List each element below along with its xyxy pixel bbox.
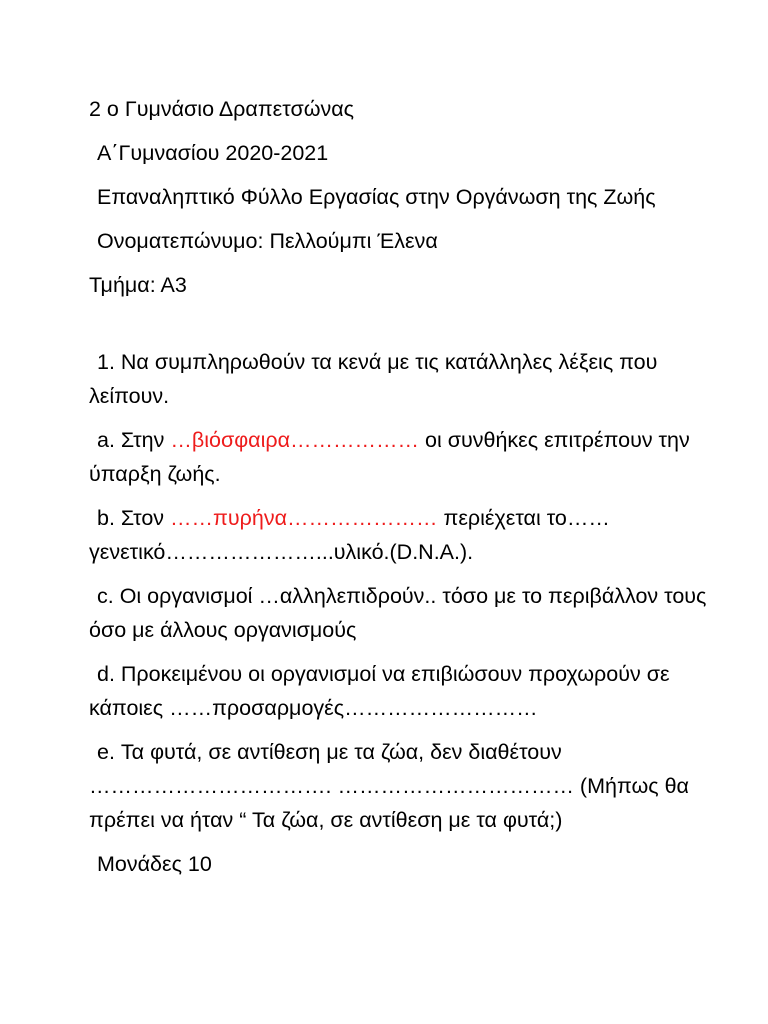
- item-c-text: c. Οι οργανισμοί …αλληλεπιδρούν.. τόσο με το περιβάλλον τους όσο με άλλους οργανισμούς: [89, 584, 707, 642]
- item-a-answer: …βιόσφαιρα………………: [170, 428, 420, 452]
- item-b-prefix: b. Στον: [97, 506, 171, 530]
- exercise-instruction: [89, 345, 708, 413]
- item-e-text: e. Τα φυτά, σε αντίθεση με τα ζώα, δεν διαθέτουν ……………………………. …………………………… (Μήπως θα πρέπει να ήταν “ Τα ζώα, σε αντίθεση με τα φυτά;): [89, 740, 689, 832]
- exercise-item-a: [89, 423, 708, 491]
- student-name: Ονοματεπώνυμο: Πελλούμπι Έλενα: [97, 229, 438, 253]
- exercise-item-d: [89, 657, 708, 725]
- exercise-instruction-text: 1. Να συμπληρωθούν τα κενά με τις κατάλληλες λέξεις που λείπουν.: [89, 350, 658, 408]
- item-b-suffix: περιέχεται το…… γενετικό…………………...υλικό.(D.N.A.).: [89, 506, 610, 564]
- class-section: Τμήμα: Α3: [89, 273, 187, 297]
- item-b-answer: ……πυρήνα…………………: [170, 506, 438, 530]
- exercise-points: Μονάδες 10: [97, 852, 212, 876]
- item-d-text: d. Προκειμένου οι οργανισμοί να επιβιώσουν προχωρούν σε κάποιες ……προσαρμογές………………………: [89, 662, 670, 720]
- exercise-item-e: [89, 735, 708, 837]
- worksheet-title-text: Επαναληπτικό Φύλλο Εργασίας στην Οργάνωση της Ζωής: [97, 185, 656, 209]
- item-a-suffix: οι συνθήκες επιτρέπουν την ύπαρξη ζωής.: [89, 428, 690, 486]
- class-year: Α΄Γυμνασίου 2020-2021: [97, 141, 329, 165]
- school-name: 2 ο Γυμνάσιο Δραπετσώνας: [89, 97, 355, 121]
- exercise-item-c: [89, 579, 708, 647]
- exercise-item-b: [89, 501, 708, 569]
- worksheet-title: [89, 180, 708, 214]
- item-a-prefix: a. Στην: [97, 428, 171, 452]
